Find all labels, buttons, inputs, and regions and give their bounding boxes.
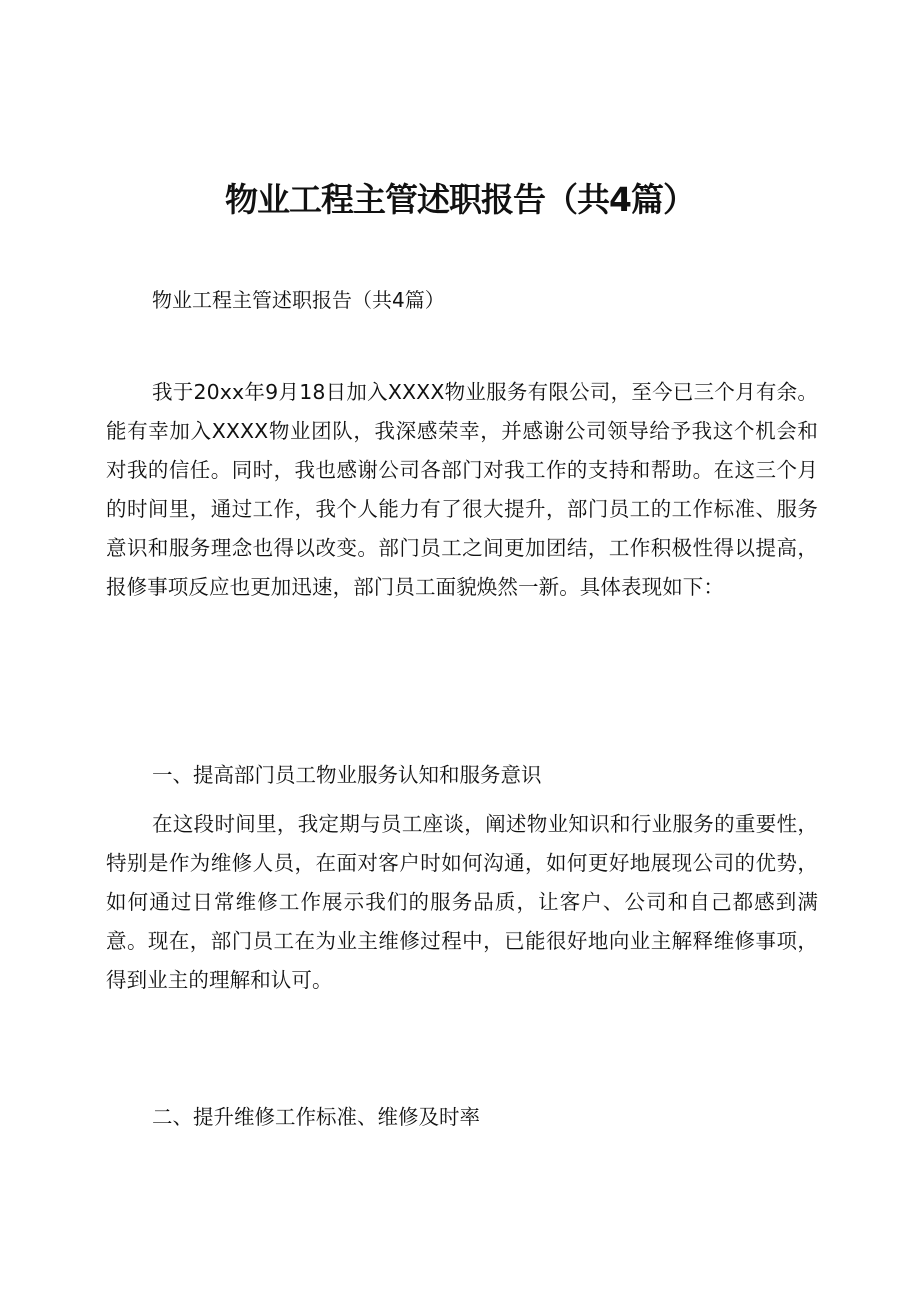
- document-title: 物业工程主管述职报告（共4篇）: [225, 180, 695, 219]
- section-heading-2: 二、提升维修工作标准、维修及时率: [152, 1105, 480, 1129]
- section-heading-1: 一、提高部门员工物业服务认知和服务意识: [152, 763, 542, 787]
- section-paragraph-1: 在这段时间里，我定期与员工座谈，阐述物业知识和行业服务的重要性，特别是作为维修人员，在面对客户时如何沟通，如何更好地展现公司的优势，如何通过日常维修工作展示我们的服务品质，让客户、公司和自己都感到满意。现在，部门员工在为业主维修过程中，已能很好地向业主解释维修事项，得到业主的理解和认可。: [106, 812, 818, 992]
- document-subtitle: 物业工程主管述职报告（共4篇）: [152, 288, 445, 312]
- intro-paragraph: 我于20xx年9月18日加入XXXX物业服务有限公司，至今已三个月有余。能有幸加入XXXX物业团队，我深感荣幸，并感谢公司领导给予我这个机会和对我的信任。同时，我也感谢公司各部门对我工作的支持和帮助。在这三个月的时间里，通过工作，我个人能力有了很大提升，部门员工的工作标准、服务意识和服务理念也得以改变。部门员工之间更加团结，工作积极性得以提高，报修事项反应也更加迅速，部门员工面貌焕然一新。具体表现如下：: [106, 380, 818, 599]
